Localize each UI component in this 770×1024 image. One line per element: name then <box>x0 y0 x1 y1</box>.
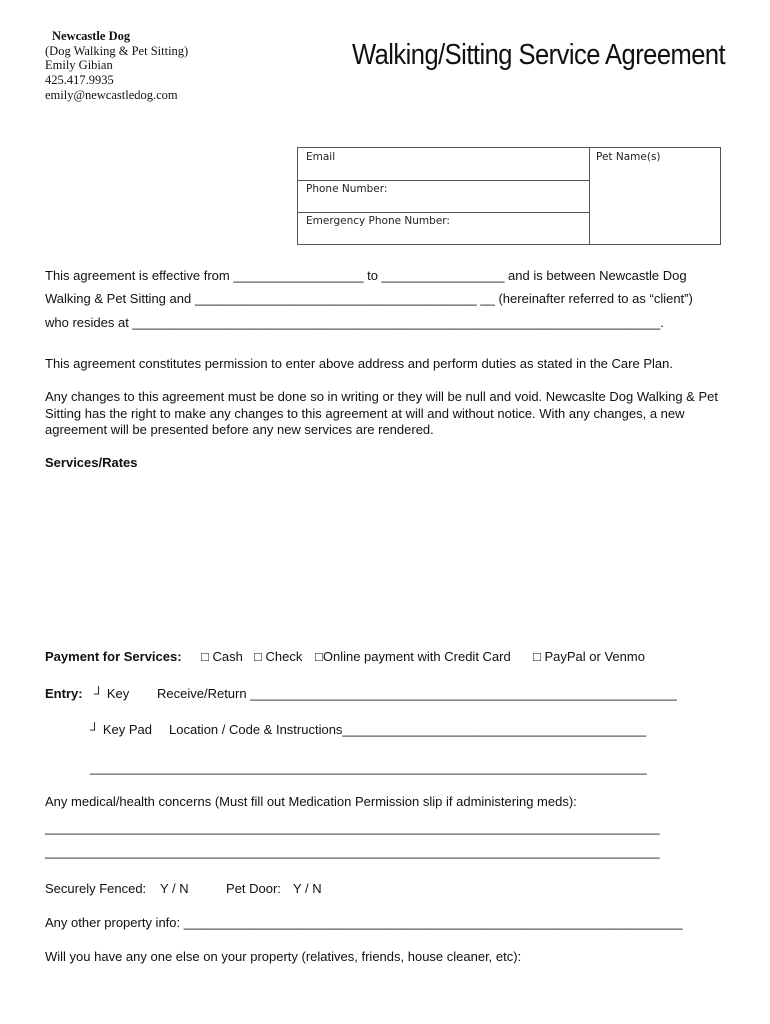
emergency-phone-label: Emergency Phone Number: <box>306 215 450 227</box>
services-heading: Services/Rates <box>45 455 138 470</box>
agreement-line-3: who resides at _________________________________________________________________________. <box>45 315 664 330</box>
entry-key-label: Key <box>106 686 130 701</box>
payment-option-label: PayPal or Venmo <box>544 649 645 664</box>
pet-names-field[interactable] <box>596 151 661 163</box>
phone-label: Phone Number: <box>306 183 388 195</box>
phone-field[interactable] <box>298 181 589 213</box>
medical-concerns-line-2[interactable]: _____________________________________________________________________________________ <box>45 844 660 859</box>
payment-option-paypal-venmo[interactable] <box>533 649 645 665</box>
contact-info-left-column <box>298 148 590 244</box>
company-phone: 425.417.9935 <box>45 73 114 87</box>
checkbox-icon[interactable]: ┘ <box>90 722 100 737</box>
page-title: Walking/Sitting Service Agreement <box>352 39 726 71</box>
pet-door-label: Pet Door: <box>226 881 281 896</box>
payment-option-credit-card[interactable] <box>315 649 511 665</box>
checkbox-icon[interactable]: □ <box>533 649 541 664</box>
entry-keypad-label: Key Pad <box>102 722 152 737</box>
keypad-instructions-field[interactable]: Location / Code & Instructions__________________________________________ <box>169 722 647 737</box>
securely-fenced-value[interactable]: Y / N <box>160 881 189 896</box>
medical-concerns-label: Any medical/health concerns (Must fill out Medication Permission slip if administering meds): <box>45 794 577 809</box>
emergency-phone-field[interactable] <box>298 213 589 244</box>
payment-option-label: Online payment with Credit Card <box>322 649 511 664</box>
property-info-field[interactable]: Any other property info: _____________________________________________________________________ <box>45 915 683 930</box>
payment-label: Payment for Services: <box>45 649 182 664</box>
agreement-line-1: This agreement is effective from __________________ to _________________ and is between Newcastle Dog <box>45 268 687 283</box>
entry-label: Entry: <box>45 686 83 701</box>
entry-extra-line[interactable]: _____________________________________________________________________________ <box>90 760 647 775</box>
checkbox-icon[interactable]: □ <box>201 649 209 664</box>
pet-names-label: Pet Name(s) <box>596 151 661 163</box>
company-subtitle: (Dog Walking & Pet Sitting) <box>45 44 189 58</box>
other-people-question: Will you have any one else on your property (relatives, friends, house cleaner, etc): <box>45 949 522 964</box>
checkbox-icon[interactable]: □ <box>254 649 262 664</box>
payment-option-label: Check <box>265 649 303 664</box>
changes-paragraph: Any changes to this agreement must be done so in writing or they will be null and void. Newcaslte Dog Walking & Pet Sitting has the right to make any changes to this agreement at will and without notice. With any changes, a new agreement will be presented before any new services are rendered. <box>45 389 718 437</box>
company-name: Newcastle Dog <box>52 29 131 43</box>
pet-door-value[interactable]: Y / N <box>293 881 322 896</box>
payment-option-check[interactable] <box>254 649 302 665</box>
company-email: emily@newcastledog.com <box>45 88 178 102</box>
checkbox-icon[interactable]: □ <box>315 649 323 664</box>
email-label: Email <box>306 151 336 163</box>
entry-keypad-option[interactable] <box>90 722 152 738</box>
contact-info-table <box>297 147 721 245</box>
key-receive-return-field[interactable]: Receive/Return ___________________________________________________________ <box>157 686 677 701</box>
payment-option-cash[interactable] <box>201 649 243 665</box>
securely-fenced-label: Securely Fenced: <box>45 881 147 896</box>
owner-name: Emily Gibian <box>45 58 113 72</box>
agreement-line-2: Walking & Pet Sitting and _______________________________________ __ (hereinafter referred to as “client”) <box>45 291 693 306</box>
payment-option-label: Cash <box>212 649 243 664</box>
medical-concerns-line-1[interactable]: _____________________________________________________________________________________ <box>45 820 660 835</box>
checkbox-icon[interactable]: ┘ <box>94 686 104 701</box>
permission-statement: This agreement constitutes permission to enter above address and perform duties as stated in the Care Plan. <box>45 356 673 371</box>
email-field[interactable] <box>298 148 589 181</box>
entry-key-option[interactable] <box>94 686 129 702</box>
